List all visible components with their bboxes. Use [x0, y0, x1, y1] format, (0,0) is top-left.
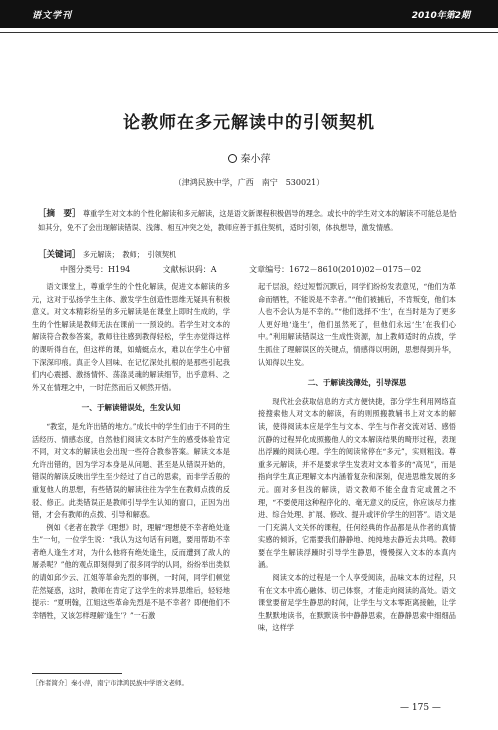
paragraph: 例如《老者在教学《理想》时，理解“理想使不幸者绝处逢生”一句，一位学生说：“我认为这句话有问题，要用帮助不幸者绝人逢生才对，为什么他将有绝处逢生，反而遭到了敌人的屠杀呢？”他的观点即刻得到了很多同学的认同，纷纷举出类似的请如邱少云、江姐等革命先烈的事例，一时间，同学们顿觉茫然疑惑，这时，教师在肯定了这学生的求异思维后，轻轻地提示：“夏明翰，江姐这些革命先烈是不是不幸者？即便他们不幸牺牲，又该怎样理解‘逢生’？”一石激	[32, 522, 230, 620]
article-number: 文章编号：1672－8610(2010)02－0175－02	[249, 265, 422, 274]
issue-label: 2010年第2期	[411, 11, 470, 21]
section-heading: 二、于解读浅薄处，引导深思	[307, 378, 407, 388]
paragraph: 现代社会获取信息的方式方便快捷，部分学生利用网络直接搜索他人对文本的解读，有的则照搬教辅书上对文本的解读，使得阅读本应是学生与文本、学生与作者交流对话、感悟沉静的过程异化成照搬他人的文本解读结果的畸形过程，表现出浮躁的阅读心理。学生的阅读常停在“多元”，实则粗浅。尊重多元解读，并不是要求学生发表对文本着多的“高见”，而是指向学生真正理解文本内涵着复杂和深刻，促进思维发展的多元。面对多但浅的解读，语文教师不能全盘肯定或置之不理，“不要使用这种程序化的、毫无意义的反应，你应该尽力推进、综合处理、扩展、修改、提升或评价学生的回答”。语文是一门充满人文关怀的课程，任何经典的作品都是从作者的真情实感的倾诉，它需要我们静静地、纯纯地去静近去共鸣。教师要在学生解读浮躁时引导学生静思，慢慢探入文本的本真内涵。	[258, 396, 456, 570]
paragraph: 起千层浪，经过短暂沉默后，同学们纷纷发表意见，“他们为革命而牺牲，不能说是不幸者。”“他们被捕后，不肯叛变，他们本人也不会认为是不幸的。”“他们选择不‘生’，在当时是为了更多人更好地‘逢生’，他们虽然死了，但他们永远‘生’在我们心中。”利用解读错误这一生成性资源，加上教师适时的点拨，学生抓住了理解误区的关键点，情感得以明朗，思想得到升华，认知得以生发。	[258, 282, 456, 367]
abstract-label: ［摘 要］	[38, 209, 81, 219]
keywords-label: ［关键词］	[38, 250, 81, 260]
affiliation: （津鸿民族中学，广西 南宁 530021）	[173, 178, 325, 187]
document-code: 文献标识码：A	[162, 265, 217, 274]
author-line	[0, 150, 498, 165]
article-title: 论教师在多元解读中的引领契机	[123, 113, 375, 133]
author-footnote: ［作者简介］秦小萍，南宁市津鸿民族中学语文老师。	[32, 679, 188, 687]
page-number: — 175 —	[400, 703, 441, 713]
section-heading: 一、于解读错误处，生发认知	[81, 403, 181, 413]
circle-icon	[228, 154, 237, 163]
footnote-rule	[32, 673, 122, 674]
running-header	[0, 0, 498, 28]
paragraph: 语文课堂上，尊重学生的个性化解读，促进文本解读的多元，这对于弘扬学生主体、激发学生创造性思维无疑具有积极意义。对文本精彩纷呈的多元解读是在课堂上即时生成的，学生的个性解读是教师无法在课前一一预设的。若学生对文本的解读符合教参答案，教师往往感到教得轻松，学生亦觉得这样的课听得自在，但这样的课，如蜻蜓点水，难以在学生心中留下深深印痕。真正令人回味、在记忆深处扎根的是那些引起我们内心震撼、激扬情怀、荡涤灵魂的解读细节，出乎意料、之外又在情理之中，一时茫然而后又顿然开悟。	[32, 282, 230, 392]
left-column	[32, 281, 230, 622]
paragraph: “教室，是允许出错的地方。”成长中的学生们由于不同的生活经历、情感态度，自然他们阅读文本时产生的感受体验肯定不同，对文本的解读也会出现一些符合教参答案。解读文本是允许出错的，因为学习本身是从问题、甚至是从错误开始的，错误的解读反映出学生至少经过了自己的思索，而非学舌般的重复他人的思想，有些错误的解读往往为学生在教师点拨的反驳、修正。此类错误正是教师引导学生认知的窗口，正因为出错，才会有教师的点拨、引导和解惑。	[32, 421, 230, 520]
right-column	[258, 281, 456, 635]
clc-number: 中图分类号：H194	[60, 265, 131, 274]
paragraph: 阅读文本的过程是一个人享受阅读，品味文本的过程，只有在文本中流心融体、切己体察，才能走向阅读的高处。语文课堂要留足学生静思的时间，让学生与文本零距离接触，让学生默默地读书，在默默读书中静静思索，在静静思索中细细品味，这样学	[258, 573, 456, 633]
abstract	[38, 207, 460, 234]
keywords	[38, 248, 460, 260]
author-name: 秦小萍	[240, 154, 271, 165]
keywords-text: 多元解读； 教师； 引领契机	[82, 250, 177, 259]
classification-line	[60, 264, 460, 275]
abstract-text: 尊重学生对文本的个性化解读和多元解读，这是语文新课程积极倡导的理念。或长中的学生对文本的解读不可能总是恰如其分，免不了会出现解读错误、浅薄、相互冲突之处，教师应善于抓住契机，适时引领，体执想导，激发情感。	[38, 209, 457, 232]
header-rule	[0, 32, 498, 33]
journal-name: 语文学刊	[32, 11, 73, 21]
